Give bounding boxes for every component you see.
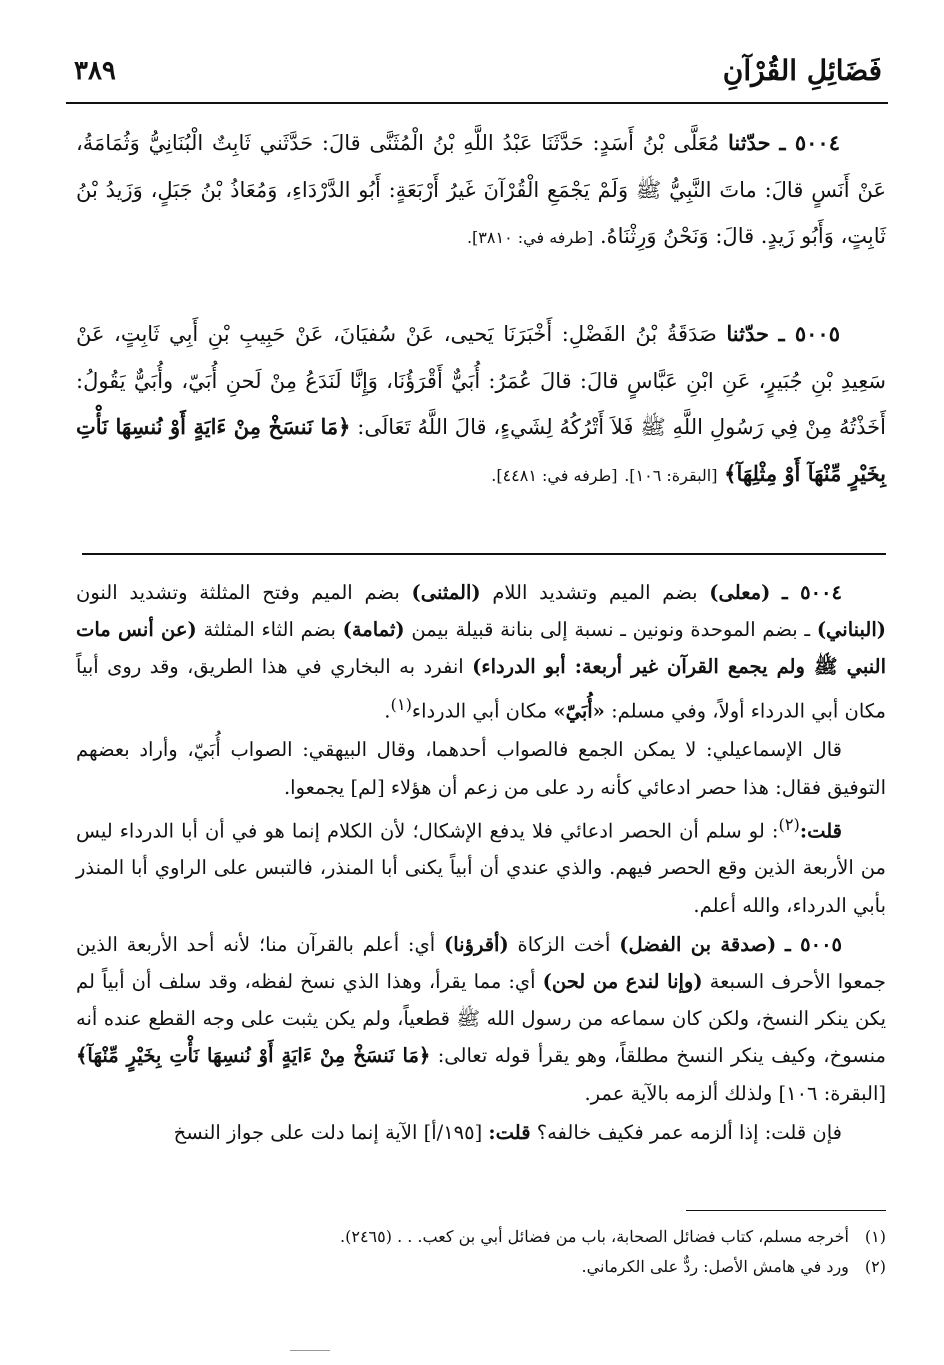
haddathana-label: حدّثنا bbox=[726, 321, 769, 346]
verse-reference: [البقرة: ١٠٦]. bbox=[624, 465, 718, 485]
section-divider bbox=[82, 553, 886, 555]
gloss: بضم الميم وفتح المثلثة وتشديد النون bbox=[76, 581, 400, 604]
page-number: ٣٨٩ bbox=[74, 56, 116, 86]
commentary bbox=[76, 574, 886, 1151]
lemma: (البناني) bbox=[816, 618, 887, 642]
footnote-number: (٢) bbox=[864, 1257, 886, 1276]
gloss: . bbox=[384, 699, 391, 723]
lemma: (معلى) bbox=[709, 581, 771, 604]
gloss: مكان أبي الدرداء bbox=[411, 699, 548, 723]
gloss: فإن قلت: إذا ألزمه عمر فكيف خالفه؟ bbox=[536, 1120, 842, 1144]
commentary-paragraph-qult bbox=[76, 806, 886, 924]
page-header bbox=[66, 50, 888, 104]
commentary-number: ٥٠٠٥ ـ bbox=[785, 932, 843, 956]
commentary-paragraph-fain-qulta bbox=[76, 1114, 886, 1151]
footnote-number: (١) bbox=[864, 1227, 886, 1246]
hadith-text: صَدَقَةُ بْنُ الفَضْلِ: أَخْبَرَنَا يَحيى، عَنْ سُفيَانَ، عَنْ حَبِيبِ بْنِ أَبِي ثَابِتٍ، عَنْ سَعِيدِ بْنِ جُبَيرٍ، عَنِ ابْنِ عَبَّاسٍ قالَ: قالَ عُمَرُ: أُبَيٌّ أَقْرَؤُنَا، وَإِنَّا لَنَدَعُ مِنْ لَحنِ أُبَيّ، وأُبَيٌّ يَقُولُ: أَخَذْتُهُ مِنْ فِي رَسُولِ اللَّهِ ﷺ فَلاَ أَتْرُكُهُ لِشَيءٍ، قالَ اللَّهُ تَعَالَى: bbox=[76, 322, 886, 439]
footnotes bbox=[80, 1222, 886, 1282]
hadith-5005-paragraph bbox=[76, 311, 886, 499]
footnote-text: ورد في هامش الأصل: ردٌّ على الكرماني. bbox=[581, 1257, 849, 1276]
scan-artifact bbox=[290, 1350, 330, 1351]
footnote-marker[interactable]: (١) bbox=[390, 694, 412, 714]
running-title: فَضَائِلِ القُرْآنِ bbox=[722, 54, 882, 87]
gloss: انفرد به البخاري في هذا الطريق، وقد روى أبياً مكان أبي الدرداء أولاً، وفي مسلم: bbox=[76, 655, 886, 723]
lemma: (ثمامة) bbox=[342, 618, 405, 642]
gloss: [البقرة: ١٠٦] ولذلك ألزمه بالآية عمر. bbox=[584, 1081, 886, 1105]
gloss: ـ بضم الموحدة ونونين ـ نسبة إلى بنانة قبيلة بيمن bbox=[411, 618, 811, 642]
gloss: [١٩٥/أ] الآية إنما دلت على جواز النسخ bbox=[173, 1120, 483, 1144]
gloss: أي: أعلم بالقرآن منا؛ لأنه أحد الأربعة الذين جمعوا الأحرف السبعة bbox=[76, 932, 886, 994]
hadith-text: مُعَلَّى بْنُ أَسَدٍ: حَدَّثَنَا عَبْدُ اللَّهِ بْنُ الْمُثَنَّى قالَ: حَدَّثَني ثَابِتٌ الْبُنَانِيُّ وَثُمَامَةُ، عَنْ أَنَسٍ قالَ: ماتَ النَّبِيُّ ﷺ وَلَمْ يَجْمَعِ الْقُرْآنَ غَيرُ أَرْبَعَةٍ: أَبُو الدَّرْدَاءِ، وَمُعَاذُ بْنُ جَبَلٍ، وَزَيدُ بْنُ ثَابِتٍ، وَأَبُو زَيدٍ. قالَ: وَنَحْنُ وَرِثْنَاهُ. bbox=[76, 131, 886, 248]
lemma: (صدقة بن الفضل) bbox=[619, 932, 777, 956]
lemma: «أُبَيّ» bbox=[553, 699, 605, 723]
commentary-paragraph-5005 bbox=[76, 926, 886, 1112]
footnote-marker[interactable]: (٢) bbox=[778, 814, 800, 834]
hadith-cross-reference: [طرفه في: ٤٤٨١]. bbox=[491, 465, 618, 485]
footnote-1 bbox=[80, 1222, 886, 1252]
hadith-5005 bbox=[76, 311, 886, 499]
hadith-number: ٥٠٠٥ ـ bbox=[778, 321, 840, 346]
commentary-paragraph-ismaili: قال الإسماعيلي: لا يمكن الجمع فالصواب أحدهما، وقال البيهقي: الصواب أُبَيّ، وأراد بعضهم التوفيق فقال: هذا حصر ادعائي كأنه رد على من زعم أن هؤلاء [لم] يجمعوا. bbox=[76, 738, 886, 799]
gloss: أي: مما يقرأ، وهذا الذي نسخ لفظه، وقد سلف أن أبياً لم يكن ينكر النسخ، ولكن كان سماعه من رسول الله ﷺ قطعياً، ولم يكن يثبت على وجه القطع عنده أنه منسوخ، وكيف ينكر النسخ مطلقاً، وهو يقرأ قوله تعالى: bbox=[76, 970, 886, 1068]
gloss: بضم الميم وتشديد اللام bbox=[492, 581, 698, 604]
lemma: (المثنى) bbox=[411, 581, 481, 604]
gloss: بضم الثاء المثلثة bbox=[203, 618, 336, 642]
commentary-number: ٥٠٠٤ ـ bbox=[782, 581, 842, 604]
lemma: (أقرؤنا) bbox=[443, 932, 509, 956]
lemma: (وإنا لندع من لحن) bbox=[542, 970, 703, 994]
qult-label: قلت: bbox=[488, 1120, 531, 1144]
hadith-5004 bbox=[76, 120, 886, 262]
quran-verse: ﴿مَا نَنسَخْ مِنْ ءَايَةٍ أَوْ نُنسِهَا نَأْتِ بِخَيْرٍ مِّنْهَآ﴾ bbox=[76, 1044, 431, 1068]
gloss: أخت الزكاة bbox=[517, 932, 611, 956]
qult-label: قلت: bbox=[799, 819, 842, 843]
quran-verse: ﴿مَا نَنسَخْ مِنْ ءَايَةٍ أَوْ نُنسِهَا نَأْتِ بِخَيْرٍ مِّنْهَآ أَوْ مِثْلِهَآ﴾ bbox=[76, 414, 886, 486]
haddathana-label: حدّثنا bbox=[727, 130, 771, 155]
footnote-rule bbox=[686, 1210, 886, 1211]
gloss: : لو سلم أن الحصر ادعائي فلا يدفع الإشكال؛ لأن الكلام إنما هو في أن أبا الدرداء ليس من الأربعة الذين وقع الحصر فيهم. والذي عندي أن أبياً يكنى أبا المنذر، فالتبس على الراوي أبا المنذر بأبي الدرداء، والله أعلم. bbox=[76, 819, 886, 917]
footnote-2 bbox=[80, 1252, 886, 1282]
commentary-paragraph-5004 bbox=[76, 574, 886, 729]
footnote-text: أخرجه مسلم، كتاب فضائل الصحابة، باب من فضائل أبي بن كعب. . . (٢٤٦٥). bbox=[340, 1227, 849, 1246]
hadith-number: ٥٠٠٤ ـ bbox=[779, 130, 840, 155]
hadith-cross-reference: [طرفه في: ٣٨١٠]. bbox=[466, 228, 594, 247]
lemma: (عن أنس مات النبي ﷺ ولم يجمع القرآن غير أربعة: أبو الدرداء) bbox=[76, 618, 886, 679]
hadith-5004-paragraph bbox=[76, 120, 886, 262]
